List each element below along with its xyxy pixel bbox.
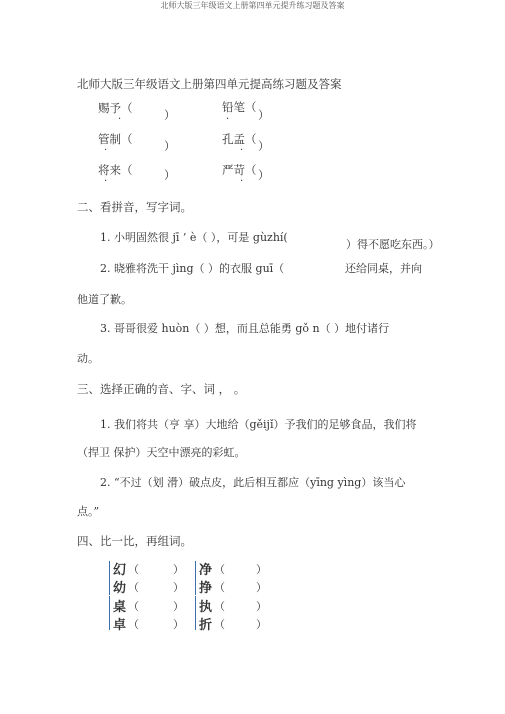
open-paren: （: [214, 581, 225, 594]
right-brace-bottom: [195, 596, 198, 630]
close-paren: ）: [173, 618, 184, 631]
question-3-1: 1. 我们将共（亨 享）大地给（gěijǐ）予我们的足够食品，我们将: [100, 418, 417, 431]
question-2-3: 3. 哥哥很爱 huòn（ ）想，而且总能勇 gǒ n（ ）地付诸行: [100, 322, 390, 335]
compare-char: 桌: [113, 600, 127, 615]
open-paren: （: [128, 563, 139, 576]
question-3-2: 2. “不过（划 滑）破点皮，此后相互都应（yīng yìng）该当心: [100, 476, 406, 489]
compare-char: 折: [199, 618, 213, 633]
word-item: 铅笔（: [222, 100, 257, 114]
emphasis-dot: ·: [240, 176, 244, 187]
close-paren: ）: [173, 600, 184, 613]
question-2-1: 1. 小明固然很 jī ’ è（ ），可是 gùzhí(: [100, 231, 288, 244]
page-title: 北师大版三年级语文上册第四单元提高练习题及答案: [77, 77, 342, 91]
word-item: 严苛（: [222, 163, 257, 177]
question-2-2-cont: 他道了歉。: [77, 293, 132, 306]
compare-char: 挣: [199, 581, 213, 596]
emphasis-dot: ·: [118, 114, 122, 125]
word-close-paren: ）: [164, 139, 176, 153]
close-paren: ）: [173, 581, 184, 594]
section3-heading: 三、选择正确的音、字、词 ， 。: [77, 382, 246, 396]
open-paren: （: [128, 581, 139, 594]
question-3-1-cont: （捍卫 保护）天空中漂亮的彩虹。: [77, 446, 246, 459]
close-paren: ）: [256, 618, 267, 631]
word-item: 赐予（: [98, 101, 133, 115]
open-paren: （: [214, 600, 225, 613]
page-header: 北师大版三年级语文上册第四单元提升练习题及答案: [160, 1, 345, 10]
close-paren: ）: [256, 581, 267, 594]
close-paren: ）: [173, 563, 184, 576]
right-brace-top: [195, 561, 198, 595]
word-close-paren: ）: [258, 139, 270, 153]
question-2-2: 2. 晓雅将洗干 jìng（ ）的衣服 guī（: [100, 262, 285, 275]
word-close-paren: ）: [258, 168, 270, 182]
word-close-paren: ）: [164, 168, 176, 182]
emphasis-dot: ·: [104, 176, 108, 187]
question-2-1-end: ）得不愿吃东西。）: [346, 238, 440, 251]
compare-char: 幼: [113, 581, 127, 596]
open-paren: （: [214, 563, 225, 576]
open-paren: （: [128, 618, 139, 631]
open-paren: （: [128, 600, 139, 613]
question-2-2-end: 还给同桌，并向: [345, 262, 422, 275]
left-brace-bottom: [109, 596, 112, 630]
word-close-paren: ）: [164, 108, 176, 122]
section2-heading: 二、看拼音，写字词。: [77, 200, 192, 214]
close-paren: ）: [256, 563, 267, 576]
compare-char: 净: [199, 563, 213, 578]
question-3-2-cont: 点。”: [77, 505, 100, 518]
word-item: 管制（: [98, 132, 133, 146]
word-item: 孔孟（: [222, 132, 257, 146]
close-paren: ）: [256, 600, 267, 613]
word-close-paren: ）: [258, 108, 270, 122]
emphasis-dot: ·: [226, 114, 230, 125]
section4-heading: 四、比一比，再组词。: [77, 534, 192, 548]
word-item: 将来（: [98, 163, 133, 177]
compare-char: 幻: [113, 563, 127, 578]
left-brace-top: [109, 561, 112, 595]
question-2-3-cont: 动。: [77, 352, 99, 365]
compare-char: 卓: [113, 618, 127, 633]
compare-char: 执: [199, 600, 213, 615]
emphasis-dot: ·: [240, 145, 244, 156]
open-paren: （: [214, 618, 225, 631]
emphasis-dot: ·: [104, 145, 108, 156]
